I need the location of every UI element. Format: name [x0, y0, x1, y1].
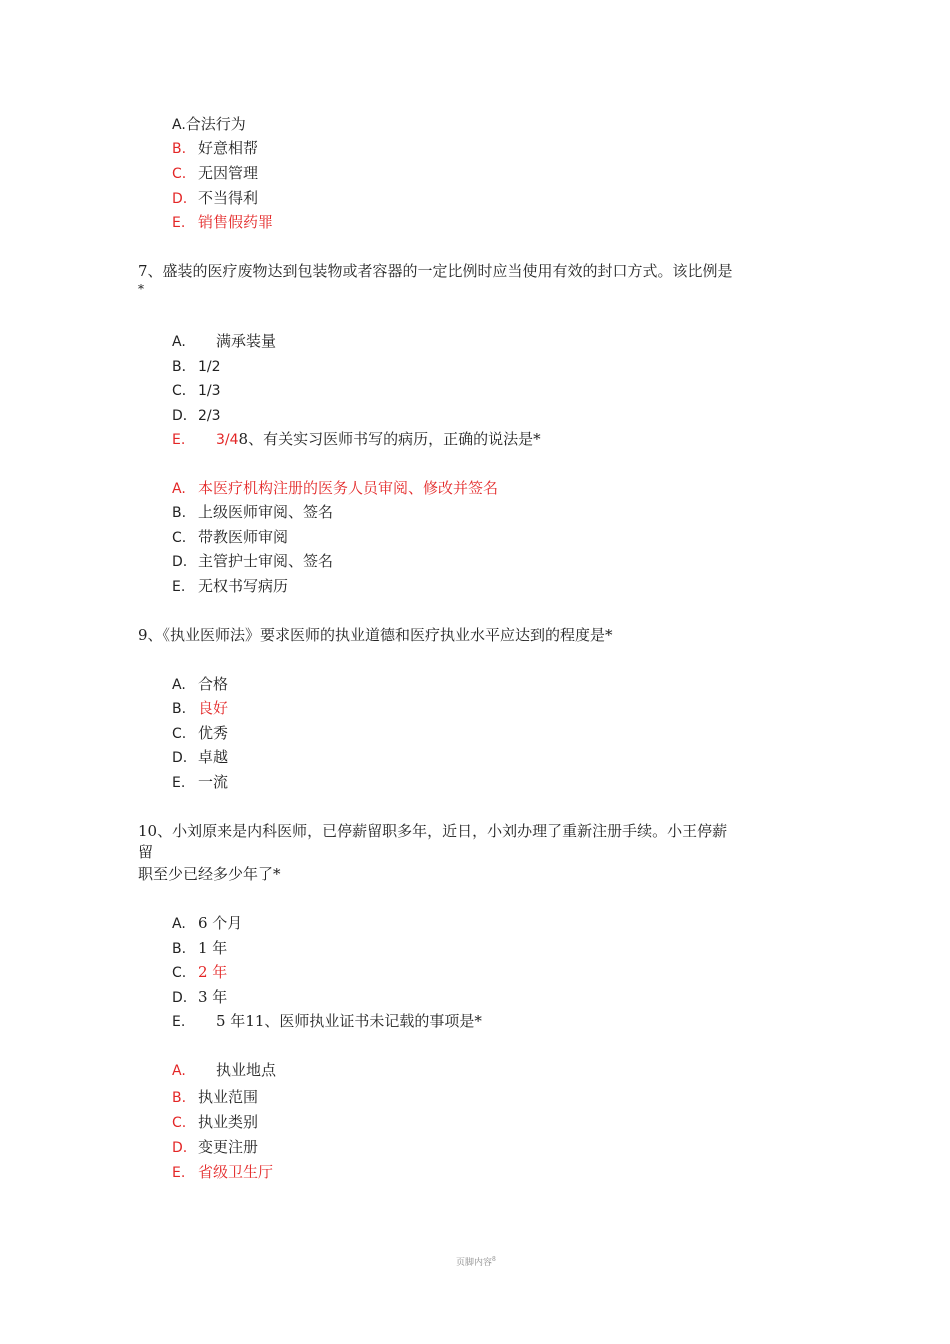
q6-option-d	[172, 188, 258, 209]
option-text: 不当得利	[198, 189, 259, 207]
q11-option-c	[172, 1112, 258, 1133]
option-text: 一流	[198, 773, 229, 791]
option-label: B.	[172, 141, 187, 157]
option-label: C.	[172, 166, 187, 182]
option-text: 5 年	[216, 1012, 246, 1030]
q10-option-c	[172, 962, 227, 983]
option-text: 变更注册	[198, 1138, 259, 1156]
option-label: B．	[172, 359, 196, 375]
q11-option-b	[172, 1087, 258, 1108]
option-label: A.	[172, 481, 186, 497]
option-label: E.	[172, 775, 186, 791]
q6-option-e	[172, 212, 273, 233]
option-label: B.	[172, 701, 187, 717]
option-label: C.	[172, 726, 187, 742]
option-text: 满承装量	[216, 332, 277, 350]
option-text: 1/3	[198, 383, 221, 399]
option-label: C.	[172, 965, 187, 981]
q11-option-e	[172, 1162, 273, 1183]
option-text: 省级卫生厅	[198, 1163, 274, 1181]
option-text: 合格	[198, 675, 229, 693]
q11-option-d	[172, 1137, 258, 1158]
question-text: 留	[138, 843, 154, 861]
q9-option-e	[172, 772, 228, 793]
option-label: B.	[172, 505, 187, 521]
option-text: 上级医师审阅、签名	[198, 503, 334, 521]
q6-option-c	[172, 163, 258, 184]
option-text: 合法行为	[185, 115, 246, 133]
q11-option-a	[172, 1060, 276, 1081]
option-text: 执业范围	[198, 1088, 259, 1106]
option-text: 良好	[198, 699, 229, 717]
option-text: 好意相帮	[198, 139, 259, 157]
q7-option-c	[172, 380, 221, 401]
option-text: 3 年	[198, 988, 228, 1006]
q10-option-b	[172, 938, 227, 959]
q10-option-d	[172, 987, 227, 1008]
option-label: E.	[172, 1014, 186, 1030]
q6-option-b	[172, 138, 258, 159]
q9-question	[138, 625, 613, 645]
option-label: B.	[172, 1090, 187, 1106]
question-text: 7、盛装的医疗废物达到包装物或者容器的一定比例时应当使用有效的封口方式。该比例是	[138, 262, 733, 280]
option-label: C．	[172, 383, 196, 399]
option-label: A.	[172, 916, 186, 932]
q10-question-line-1	[138, 821, 727, 841]
option-text: 6 个月	[198, 914, 243, 932]
option-label: C.	[172, 530, 187, 546]
option-label: E.	[172, 215, 186, 231]
option-text: 无因管理	[198, 164, 259, 182]
option-text: 主管护士审阅、签名	[198, 552, 334, 570]
q10-question-line-3	[138, 864, 281, 884]
option-label: B.	[172, 941, 187, 957]
q10-option-e-with-q11	[172, 1011, 482, 1032]
option-text: 2/3	[198, 408, 221, 424]
option-text: 执业类别	[198, 1113, 259, 1131]
q8-option-a	[172, 478, 498, 499]
footer-text: 页脚内容	[456, 1258, 493, 1268]
q8-option-d	[172, 551, 333, 572]
q9-option-a	[172, 674, 228, 695]
q9-option-d	[172, 747, 228, 768]
option-label: A.	[172, 334, 186, 350]
question-text: 9、《执业医师法》要求医师的执业道德和医疗执业水平应达到的程度是*	[138, 626, 613, 644]
option-text: 无权书写病历	[198, 577, 289, 595]
option-label: D.	[172, 191, 188, 207]
page-number: 8	[492, 1256, 496, 1263]
option-text: 1 年	[198, 939, 228, 957]
option-text: 2 年	[198, 963, 228, 981]
option-label: E.	[172, 1165, 186, 1181]
option-text: 销售假药罪	[198, 213, 274, 231]
option-label: E.	[172, 432, 186, 448]
q10-question-line-2	[138, 842, 153, 862]
option-label: D.	[172, 750, 188, 766]
q8-option-e	[172, 576, 288, 597]
q7-option-d	[172, 405, 221, 426]
option-text: 带教医师审阅	[198, 528, 289, 546]
q11-question: 11、医师执业证书未记载的事项是*	[245, 1012, 482, 1030]
q8-option-b	[172, 502, 333, 523]
option-label: A.	[172, 677, 186, 693]
option-label: C.	[172, 1115, 187, 1131]
q9-option-b	[172, 698, 228, 719]
option-text: 3/4	[216, 432, 239, 448]
required-mark: *	[138, 282, 144, 296]
q8-question: 8、有关实习医师书写的病历，正确的说法是*	[238, 430, 541, 448]
question-text: 职至少已经多少年了*	[138, 865, 281, 883]
q7-question	[138, 261, 733, 281]
q9-option-c	[172, 723, 228, 744]
question-text: 10、小刘原来是内科医师，已停薪留职多年，近日，小刘办理了重新注册手续。小王停薪	[138, 822, 728, 840]
option-label: E.	[172, 579, 186, 595]
page-footer	[456, 1254, 496, 1269]
option-label: D.	[172, 554, 188, 570]
option-text: 优秀	[198, 724, 229, 742]
q7-option-a	[172, 331, 276, 352]
q7-option-b	[172, 356, 221, 377]
option-label: A.	[172, 1063, 186, 1079]
option-label: D．	[172, 408, 197, 424]
option-text: 执业地点	[216, 1061, 277, 1079]
option-label: D.	[172, 990, 188, 1006]
option-text: 1/2	[198, 359, 221, 375]
option-label: A.	[172, 117, 186, 133]
q8-option-c	[172, 527, 288, 548]
q6-option-a	[172, 114, 246, 135]
q7-asterisk	[138, 282, 144, 296]
q10-option-a	[172, 913, 242, 934]
option-text: 本医疗机构注册的医务人员审阅、修改并签名	[198, 479, 499, 497]
q7-option-e-with-q8	[172, 429, 541, 450]
option-text: 卓越	[198, 748, 229, 766]
option-label: D.	[172, 1140, 188, 1156]
